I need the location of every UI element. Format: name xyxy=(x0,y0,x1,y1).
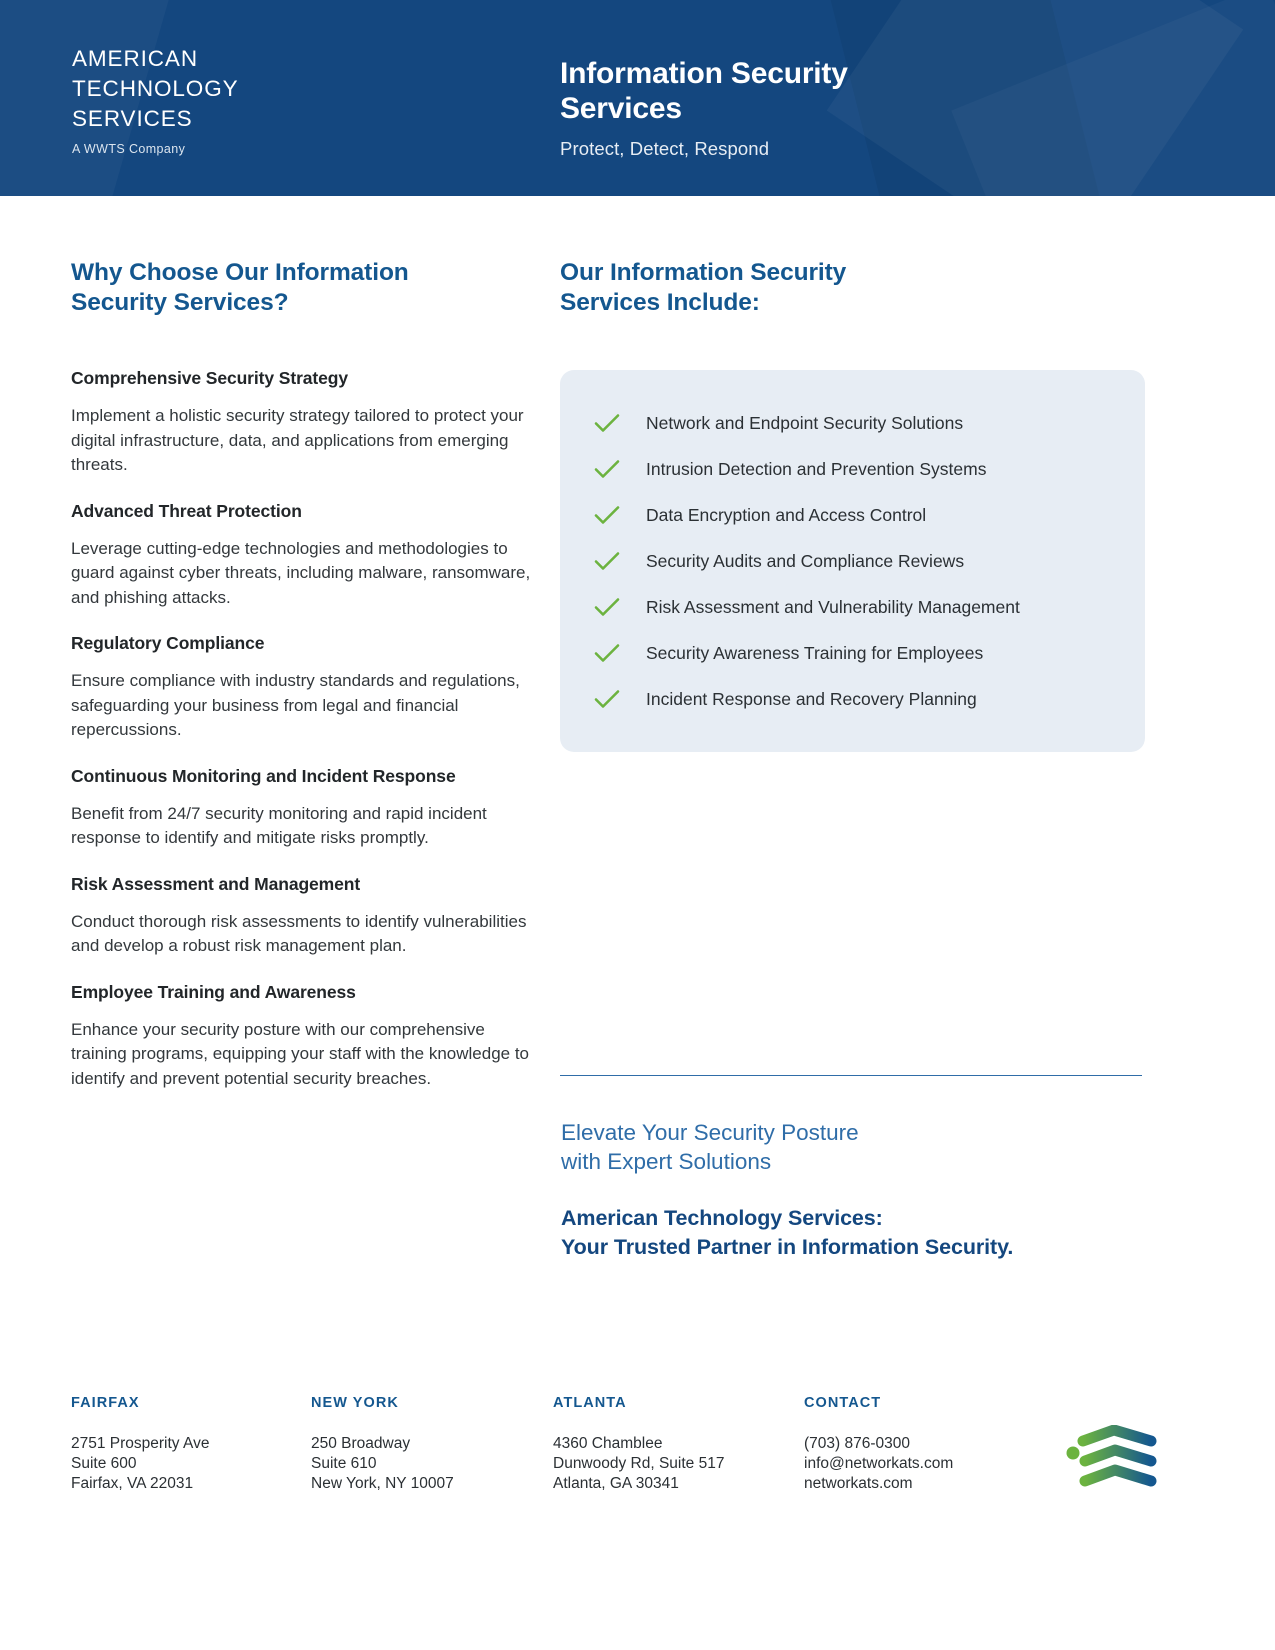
contact-details xyxy=(804,1434,953,1494)
checklist-item xyxy=(594,446,1111,492)
feature-item xyxy=(71,500,533,611)
cta-headline xyxy=(561,1118,1161,1176)
check-icon xyxy=(594,503,646,525)
office-address-line: Suite 610 xyxy=(311,1455,377,1472)
checklist-label: Incident Response and Recovery Planning xyxy=(646,689,977,709)
check-icon xyxy=(594,457,646,479)
feature-body: Ensure compliance with industry standards and regulations, safeguarding your business from legal and financial repercussions. xyxy=(71,671,520,739)
cta-divider xyxy=(560,1075,1142,1076)
feature-title: Employee Training and Awareness xyxy=(71,981,356,1002)
office-address-line: Fairfax, VA 22031 xyxy=(71,1475,194,1492)
cta-headline-line-1: Elevate Your Security Posture xyxy=(561,1120,859,1145)
office-name: FAIRFAX xyxy=(71,1395,140,1411)
office-address-line: Dunwoody Rd, Suite 517 xyxy=(553,1455,725,1472)
office-block-fairfax xyxy=(71,1395,209,1494)
cta-tagline-line-2: Your Trusted Partner in Information Security. xyxy=(561,1235,1014,1259)
office-address-line: Suite 600 xyxy=(71,1455,137,1472)
office-address-line: Atlanta, GA 30341 xyxy=(553,1475,679,1492)
office-address xyxy=(553,1434,724,1494)
feature-title: Regulatory Compliance xyxy=(71,633,265,653)
ats-logo-mark-icon xyxy=(1065,1425,1157,1487)
logo-line-1: AMERICAN xyxy=(72,46,198,71)
page-title xyxy=(560,56,848,126)
feature-body: Benefit from 24/7 security monitoring and rapid incident response to identify and mitigate risks promptly. xyxy=(71,803,487,847)
office-address-line: 4360 Chamblee xyxy=(553,1435,663,1452)
office-address-line: 250 Broadway xyxy=(311,1435,411,1452)
page-header xyxy=(0,0,1275,196)
company-logo xyxy=(72,44,239,156)
office-block-new-york xyxy=(311,1395,454,1494)
logo-line-2: TECHNOLOGY xyxy=(72,76,239,101)
cta-tagline-line-1: American Technology Services: xyxy=(561,1206,883,1230)
cta-block xyxy=(561,1118,1161,1262)
feature-item xyxy=(71,765,533,851)
contact-email[interactable]: info@networkats.com xyxy=(804,1455,954,1472)
feature-body: Enhance your security posture with our comprehensive training programs, equipping your staff with the knowledge to identify and prevent potential security breaches. xyxy=(71,1019,530,1088)
logo-tagline: A WWTS Company xyxy=(72,142,186,156)
check-icon xyxy=(594,641,646,663)
page-title-line-1: Information Security xyxy=(560,57,848,90)
feature-title: Continuous Monitoring and Incident Response xyxy=(71,765,456,786)
checklist-label: Data Encryption and Access Control xyxy=(646,505,927,525)
feature-body: Implement a holistic security strategy tailored to protect your digital infrastructure, data, and applications from emerging threats. xyxy=(71,406,524,474)
checklist-item xyxy=(594,492,1111,538)
office-address-line: 2751 Prosperity Ave xyxy=(71,1435,210,1452)
office-name: ATLANTA xyxy=(553,1395,627,1411)
right-heading-line-2: Services Include: xyxy=(560,289,760,316)
checklist-item xyxy=(594,630,1111,676)
check-icon xyxy=(594,411,646,433)
checklist-label: Security Audits and Compliance Reviews xyxy=(646,551,965,571)
left-heading-line-2: Security Services? xyxy=(71,289,289,316)
feature-item xyxy=(71,981,533,1092)
office-name: CONTACT xyxy=(804,1395,882,1411)
office-address xyxy=(71,1434,209,1494)
checklist-item xyxy=(594,400,1111,446)
left-heading-line-1: Why Choose Our Information xyxy=(71,259,409,286)
checklist-label: Network and Endpoint Security Solutions xyxy=(646,413,964,433)
office-name: NEW YORK xyxy=(311,1395,399,1411)
contact-website[interactable]: networkats.com xyxy=(804,1475,913,1492)
right-heading-line-1: Our Information Security xyxy=(560,259,847,286)
left-column xyxy=(71,258,533,1091)
check-icon xyxy=(594,687,646,709)
services-checklist xyxy=(560,370,1145,752)
check-icon xyxy=(594,595,646,617)
checklist-item xyxy=(594,538,1111,584)
feature-title: Risk Assessment and Management xyxy=(71,873,361,894)
header-title-group xyxy=(560,56,848,160)
office-block-contact xyxy=(804,1395,953,1494)
page-footer xyxy=(0,1395,1275,1575)
right-column-heading xyxy=(560,258,1145,318)
feature-list xyxy=(71,367,533,1091)
checklist-item xyxy=(594,676,1111,722)
feature-body: Conduct thorough risk assessments to identify vulnerabilities and develop a robust risk management plan. xyxy=(71,911,527,955)
logo-line-3: SERVICES xyxy=(72,106,193,131)
check-icon xyxy=(594,549,646,571)
checklist-label: Risk Assessment and Vulnerability Management xyxy=(646,597,1020,617)
office-address-line: New York, NY 10007 xyxy=(311,1475,454,1492)
contact-phone[interactable]: (703) 876-0300 xyxy=(804,1435,910,1452)
office-address xyxy=(311,1434,454,1494)
feature-item xyxy=(71,632,533,743)
checklist-label: Security Awareness Training for Employees xyxy=(646,643,984,663)
right-column xyxy=(560,258,1145,752)
office-block-atlanta xyxy=(553,1395,724,1494)
cta-tagline xyxy=(561,1204,1161,1262)
checklist-label: Intrusion Detection and Prevention Systems xyxy=(646,459,987,479)
page-title-line-2: Services xyxy=(560,92,682,125)
feature-body: Leverage cutting-edge technologies and methodologies to guard against cyber threats, including malware, ransomware, and phishing attacks. xyxy=(71,538,531,607)
feature-title: Advanced Threat Protection xyxy=(71,500,302,521)
feature-title: Comprehensive Security Strategy xyxy=(71,368,349,388)
page-subtitle: Protect, Detect, Respond xyxy=(560,138,770,159)
feature-item xyxy=(71,873,533,959)
cta-headline-line-2: with Expert Solutions xyxy=(561,1149,772,1174)
checklist-item xyxy=(594,584,1111,630)
feature-item xyxy=(71,367,533,478)
left-column-heading xyxy=(71,258,533,318)
